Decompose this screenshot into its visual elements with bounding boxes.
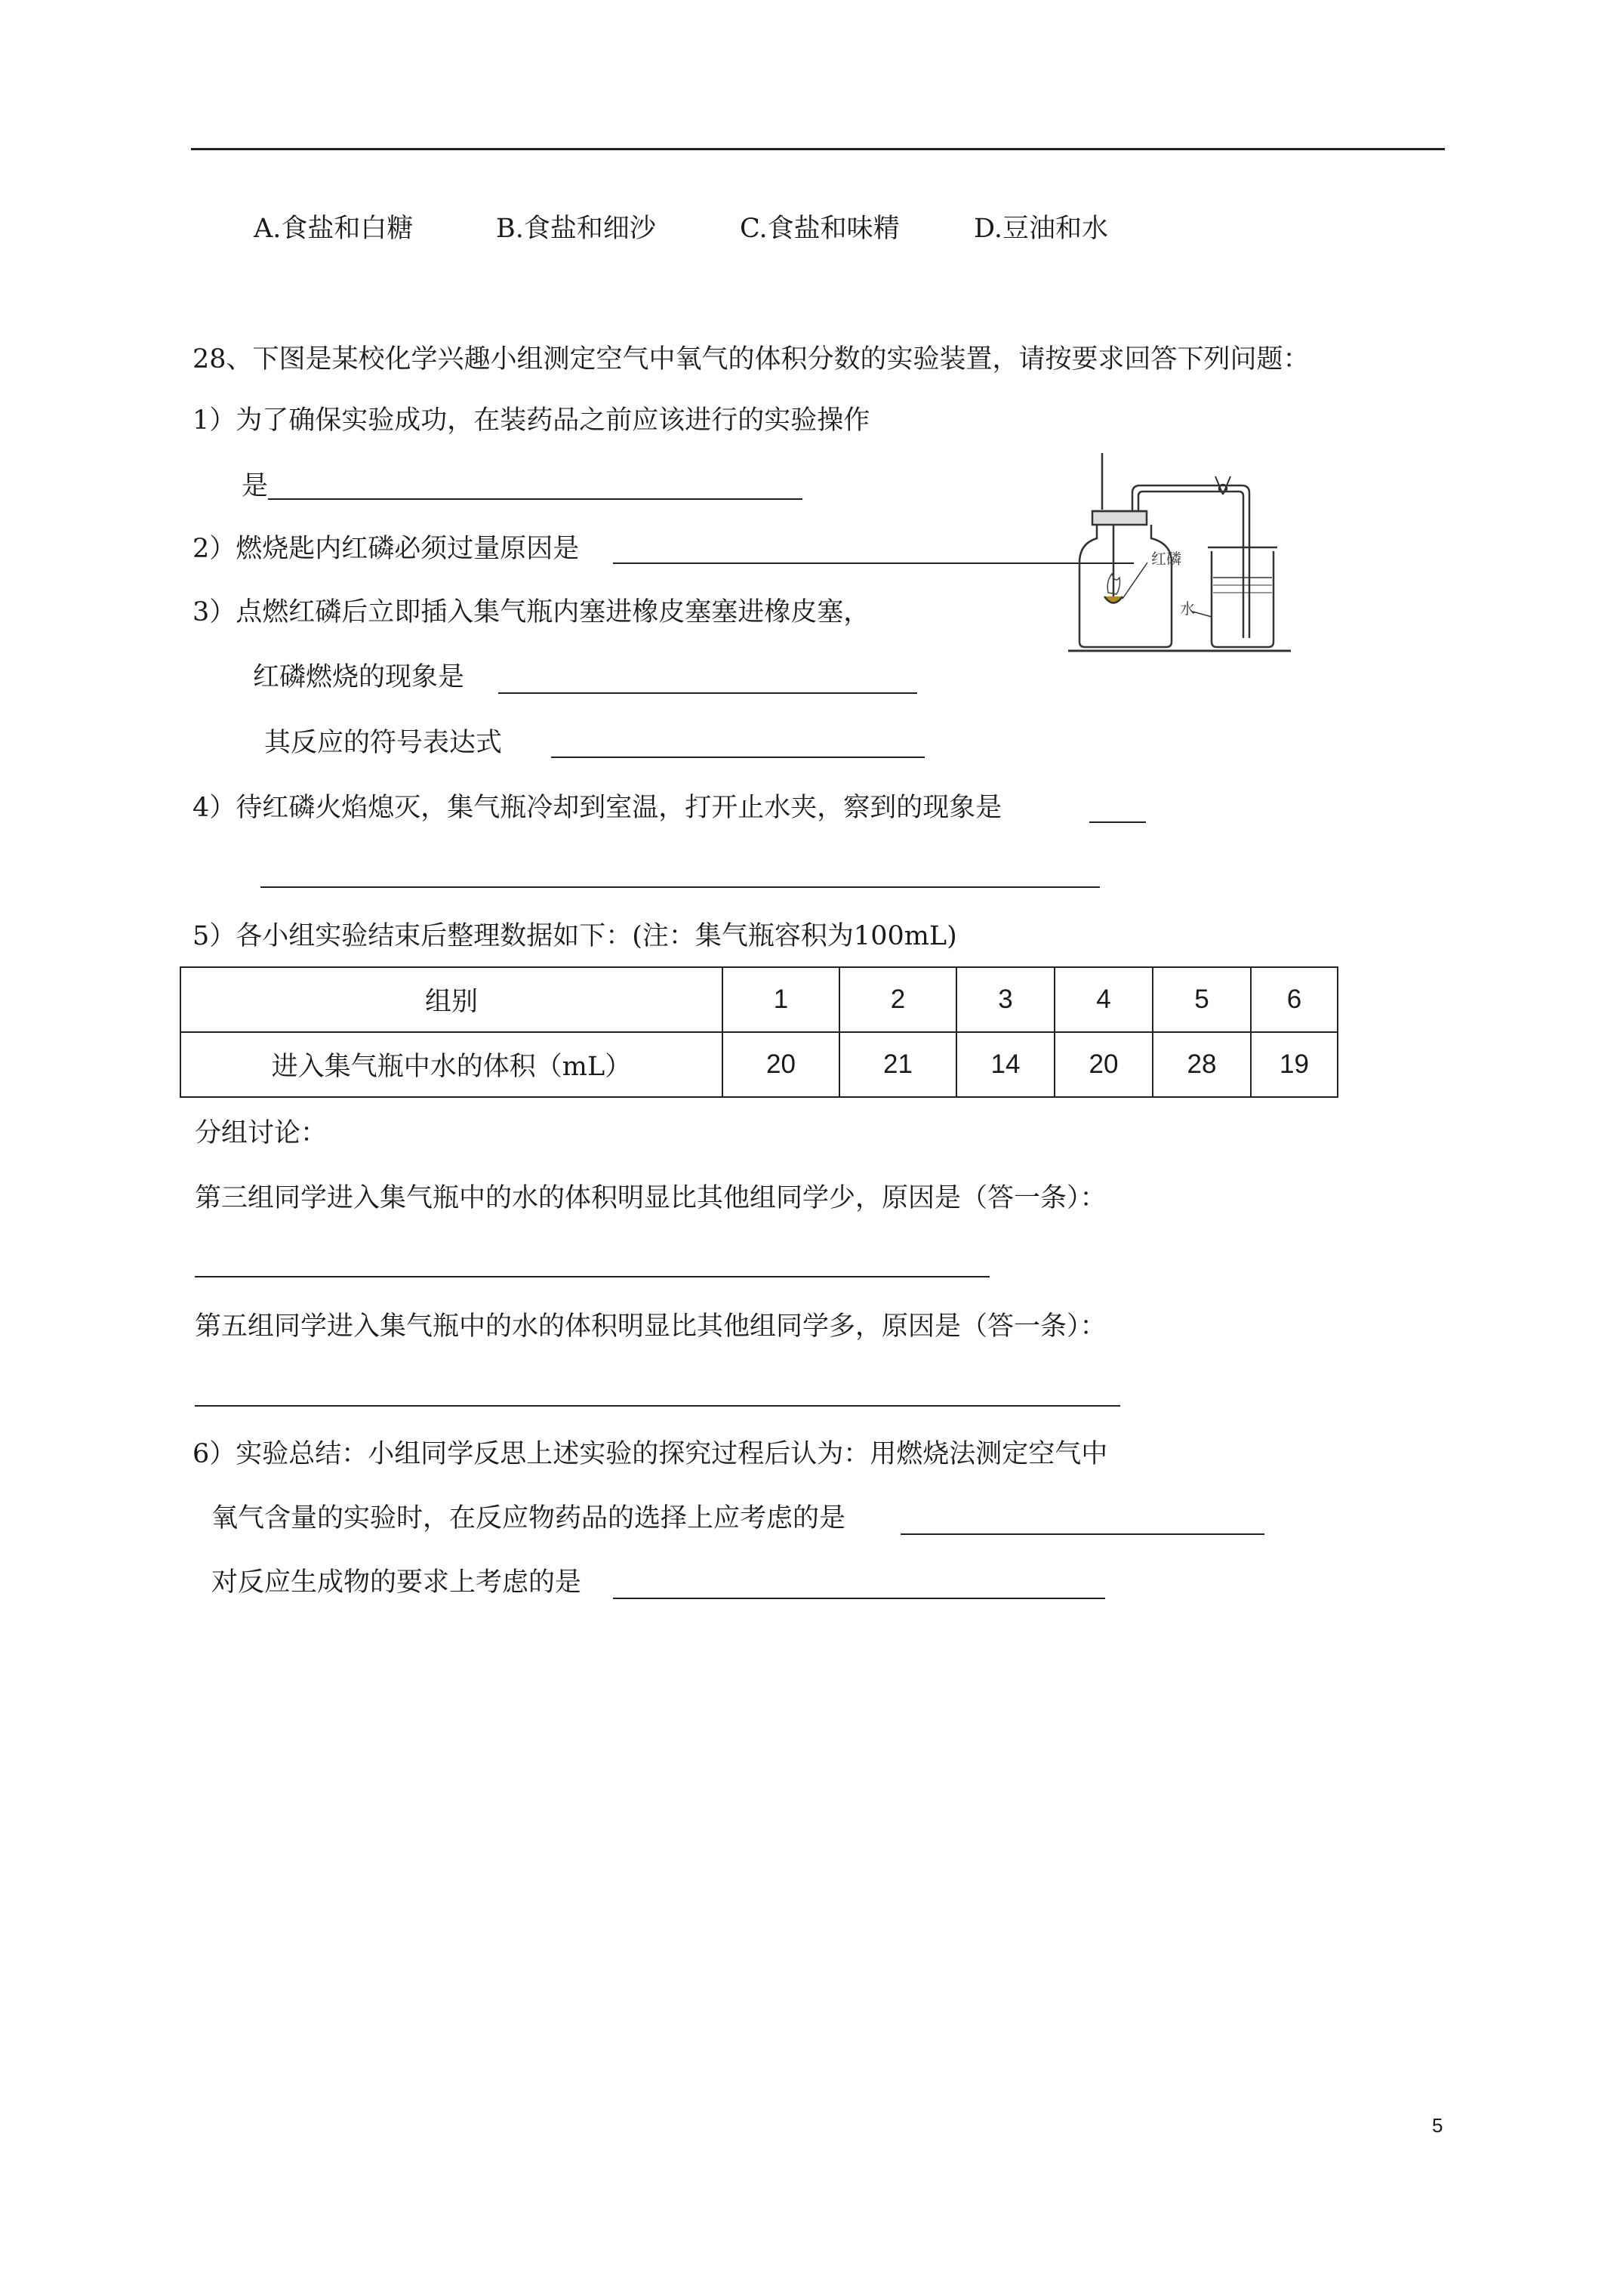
table-value-cell: 20 [1055,1032,1153,1097]
q4-text: 4）待红磷火焰熄灭，集气瓶冷却到室温，打开止水夹，察到的现象是 [192,793,1002,823]
choice-c: C.食盐和味精 [740,214,900,244]
phosphorus-label: 红磷 [1151,550,1181,568]
table-value-cell: 19 [1251,1032,1338,1097]
q3-text: 3）点燃红磷后立即插入集气瓶内塞进橡皮塞塞进橡皮塞， [192,597,870,627]
q1-text-2: 是 [242,471,269,501]
q3-equation-label: 其反应的符号表达式 [264,728,503,758]
q2-text: 2）燃烧匙内红磷必须过量原因是 [192,534,580,564]
discussion-heading: 分组讨论： [195,1118,328,1148]
apparatus-diagram [1061,449,1329,664]
data-table [180,966,1338,1098]
q3-phenomenon-label: 红磷燃烧的现象是 [253,662,465,692]
q1-text: 1）为了确保实验成功，在装药品之前应该进行的实验操作 [192,405,870,436]
table-group-cell: 5 [1153,967,1251,1032]
q5-text: 5）各小组实验结束后整理数据如下：(注：集气瓶容积为100mL) [192,921,957,951]
table-group-cell: 1 [722,967,839,1032]
table-header-label: 组别 [180,967,722,1032]
q3-equation-blank[interactable] [551,757,925,758]
table-group-cell: 3 [956,967,1055,1032]
table-row-label: 进入集气瓶中水的体积（mL） [180,1032,722,1097]
header-rule [191,148,1445,150]
table-value-cell: 28 [1153,1032,1251,1097]
q6-text-3: 对反应生成物的要求上考虑的是 [211,1567,582,1598]
table-group-cell: 4 [1055,967,1153,1032]
discussion-1-blank[interactable] [195,1276,990,1277]
discussion-1-text: 第三组同学进入集气瓶中的水的体积明显比其他组同学少，原因是（答一条）： [195,1183,1107,1213]
table-group-cell: 6 [1251,967,1338,1032]
q6-reactant-blank[interactable] [901,1533,1264,1535]
q3-phenomenon-blank[interactable] [498,692,917,694]
q6-text: 6）实验总结：小组同学反思上述实验的探究过程后认为：用燃烧法测定空气中 [192,1439,1108,1469]
table-value-cell: 14 [956,1032,1055,1097]
table-value-cell: 20 [722,1032,839,1097]
q2-answer-blank[interactable] [613,562,1134,564]
table-value-cell: 21 [839,1032,956,1097]
choice-d: D.豆油和水 [974,214,1108,244]
water-label: 水 [1180,599,1195,618]
question-stem: 28、下图是某校化学兴趣小组测定空气中氧气的体积分数的实验装置，请按要求回答下列问题： [192,344,1310,374]
q1-answer-blank[interactable] [268,498,802,500]
discussion-2-text: 第五组同学进入集气瓶中的水的体积明显比其他组同学多，原因是（答一条）： [195,1311,1107,1342]
q6-product-blank[interactable] [613,1598,1105,1599]
table-group-cell: 2 [839,967,956,1032]
q6-text-2: 氧气含量的实验时，在反应物药品的选择上应考虑的是 [211,1503,846,1533]
discussion-2-blank[interactable] [195,1405,1120,1407]
q4-answer-blank-1[interactable] [1089,821,1146,823]
choice-a: A.食盐和白糖 [254,214,414,244]
choice-b: B.食盐和细沙 [496,214,656,244]
q4-answer-blank-2[interactable] [260,886,1100,888]
page-number: 5 [1432,2114,1443,2137]
table-row [180,1032,1338,1097]
table-header-row [180,967,1338,1032]
